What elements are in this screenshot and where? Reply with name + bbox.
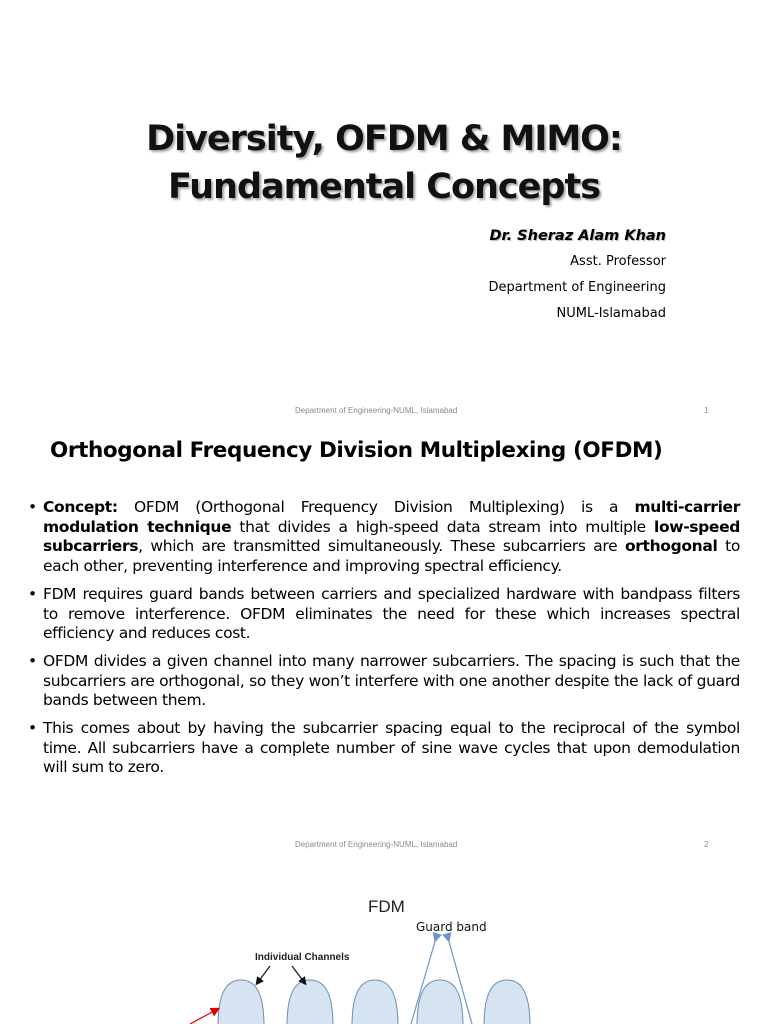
- guard-band-label: Guard band: [416, 920, 487, 934]
- bullet-text: OFDM (Orthogonal Frequency Division Multiplexing) is a: [117, 498, 635, 516]
- bullet-text: Concept:: [43, 498, 118, 516]
- footer-text: Department of Engineering-NUML, Islamabad: [295, 840, 458, 849]
- title-line-2: Fundamental Concepts: [167, 167, 601, 207]
- channel-lobe: [218, 980, 264, 1024]
- channel-lobe: [352, 980, 398, 1024]
- bullet-fdm-guard-bands: • FDM requires guard bands between carriers and specialized hardware with bandpass filters to remove interference. OFDM eliminates the need for these which increases spectral efficiency and reduces cost.: [28, 585, 740, 644]
- author-role: Asst. Professor: [570, 254, 666, 269]
- bullet-text: multi-carrier modulation technique: [43, 498, 740, 536]
- page-number: 1: [704, 406, 709, 415]
- bullet-subcarrier-spacing: • This comes about by having the subcarrier spacing equal to the reciprocal of the symbol time. All subcarriers have a complete number of sine wave cycles that upon demodulation will sum to zero.: [28, 719, 740, 778]
- footer-text: Department of Engineering-NUML, Islamabad: [295, 406, 458, 415]
- author-department: Department of Engineering: [488, 280, 666, 295]
- title-line-1: Diversity, OFDM & MIMO:: [146, 119, 622, 159]
- title-slide: [0, 0, 768, 430]
- bullet-text: orthogonal: [624, 537, 718, 556]
- bullet-text: , which are transmitted simultaneously. These subcarriers are: [138, 537, 625, 556]
- individual-channels-label: Individual Channels: [255, 952, 350, 963]
- channel-lobe: [484, 980, 530, 1024]
- author-name: Dr. Sheraz Alam Khan: [489, 228, 666, 244]
- author-block: [489, 228, 666, 332]
- bullet-ofdm-subcarriers: • OFDM divides a given channel into many narrower subcarriers. The spacing is such that the subcarriers are orthogonal, so they won’t interfere with one another despite the lack of guard bands between them.: [28, 652, 740, 711]
- bullet-text: to each other, preventing interference and improving spectral efficiency.: [43, 537, 740, 576]
- page-number: 2: [704, 840, 709, 849]
- channel-arrow: [292, 966, 304, 982]
- fdm-title: FDM: [368, 897, 405, 916]
- bullet-concept: [28, 498, 740, 577]
- slide-heading: Orthogonal Frequency Division Multiplexing (OFDM): [50, 438, 663, 463]
- channel-lobe: [287, 980, 333, 1024]
- fdm-diagram: [0, 860, 768, 1024]
- channel-lobe: [417, 980, 463, 1024]
- fdm-slide: [0, 860, 768, 1024]
- bullet-list: [28, 498, 740, 786]
- bullet-text: that divides a high-speed data stream into multiple: [231, 517, 654, 536]
- ofdm-slide: [0, 430, 768, 860]
- channel-arrow: [258, 966, 270, 982]
- bullet-text: low-speed subcarriers: [43, 517, 740, 556]
- author-institution: NUML-Islamabad: [556, 306, 666, 321]
- slide-title: [0, 115, 768, 211]
- red-arrow: [190, 1010, 216, 1024]
